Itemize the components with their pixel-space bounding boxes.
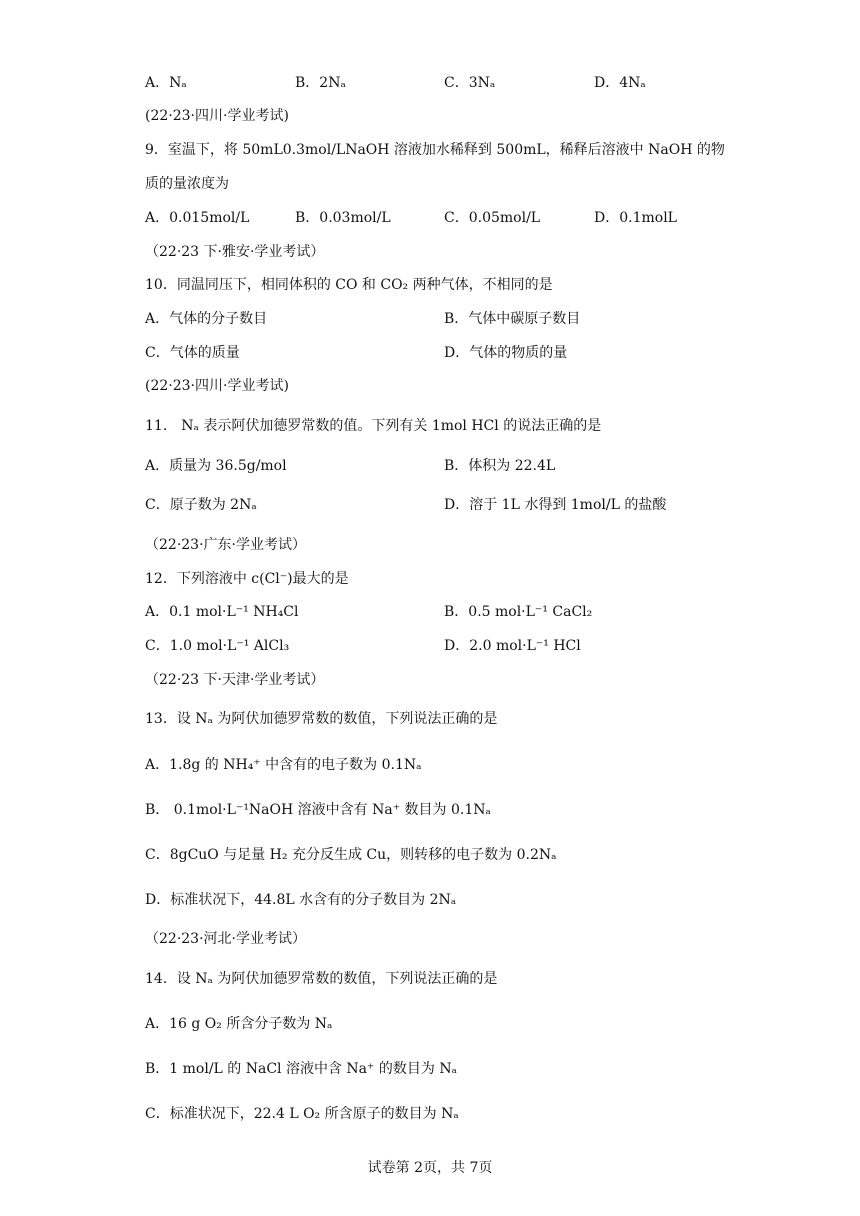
q12-option-a: A．0.1 mol·L⁻¹ NH₄Cl [145,604,299,620]
q10-option-a: A．气体的分子数目 [145,311,268,327]
q11-option-c: C．原子数为 2Nₐ [145,497,257,513]
q13-stem: 13．设 Nₐ 为阿伏加德罗常数的数值，下列说法正确的是 [145,711,498,727]
q10-stem: 10．同温同压下，相同体积的 CO 和 CO₂ 两种气体，不相同的是 [145,277,553,293]
q14-option-c: C．标准状况下，22.4 L O₂ 所含原子的数目为 Nₐ [145,1106,459,1122]
q13-option-b: B． 0.1mol·L⁻¹NaOH 溶液中含有 Na⁺ 数目为 0.1Nₐ [145,802,491,818]
q8-option-b: B．2Nₐ [295,75,346,91]
q12-option-b: B．0.5 mol·L⁻¹ CaCl₂ [444,604,593,620]
source-label: (22·23·四川·学业考试) [145,108,289,124]
source-label: （22·23·广东·学业考试） [145,537,306,553]
q13-option-a: A．1.8g 的 NH₄⁺ 中含有的电子数为 0.1Nₐ [145,757,422,773]
q9-option-b: B．0.03mol/L [295,210,391,226]
source-label: （22·23 下·雅安·学业考试） [145,244,325,260]
page-footer: 试卷第 2页，共 7页 [367,1160,493,1176]
q10-option-b: B．气体中碳原子数目 [444,311,581,327]
q10-option-d: D．气体的物质的量 [444,345,568,361]
q11-option-d: D．溶于 1L 水得到 1mol/L 的盐酸 [444,497,667,513]
source-label: （22·23·河北·学业考试） [145,931,306,947]
q12-option-d: D．2.0 mol·L⁻¹ HCl [444,638,581,654]
q11-option-b: B．体积为 22.4L [444,458,556,474]
q12-stem: 12．下列溶液中 c(Cl⁻)最大的是 [145,571,349,587]
q14-stem: 14．设 Nₐ 为阿伏加德罗常数的数值，下列说法正确的是 [145,971,498,987]
q14-option-a: A．16 g O₂ 所含分子数为 Nₐ [145,1016,333,1032]
q13-option-c: C．8gCuO 与足量 H₂ 充分反生成 Cu，则转移的电子数为 0.2Nₐ [145,847,557,863]
q8-option-a: A．Nₐ [145,75,187,91]
q9-stem-line1: 9．室温下，将 50mL0.3mol/LNaOH 溶液加水稀释到 500mL，稀释后溶液中 NaOH 的物 [145,142,725,158]
q9-option-d: D．0.1molL [594,210,677,226]
q11-option-a: A．质量为 36.5g/mol [145,458,287,474]
q8-option-d: D．4Nₐ [594,75,646,91]
q11-stem: 11． Nₐ 表示阿伏加德罗常数的值。下列有关 1mol HCl 的说法正确的是 [145,418,602,434]
q9-stem-line2: 质的量浓度为 [145,176,229,192]
q8-option-c: C．3Nₐ [444,75,496,91]
q13-option-d: D．标准状况下，44.8L 水含有的分子数目为 2Nₐ [145,892,457,908]
source-label: （22·23 下·天津·学业考试） [145,672,325,688]
q12-option-c: C．1.0 mol·L⁻¹ AlCl₃ [145,638,290,654]
source-label: (22·23·四川·学业考试) [145,378,289,394]
q14-option-b: B．1 mol/L 的 NaCl 溶液中含 Na⁺ 的数目为 Nₐ [145,1061,457,1077]
q9-option-c: C．0.05mol/L [444,210,541,226]
q9-option-a: A．0.015mol/L [145,210,250,226]
q10-option-c: C．气体的质量 [145,345,240,361]
